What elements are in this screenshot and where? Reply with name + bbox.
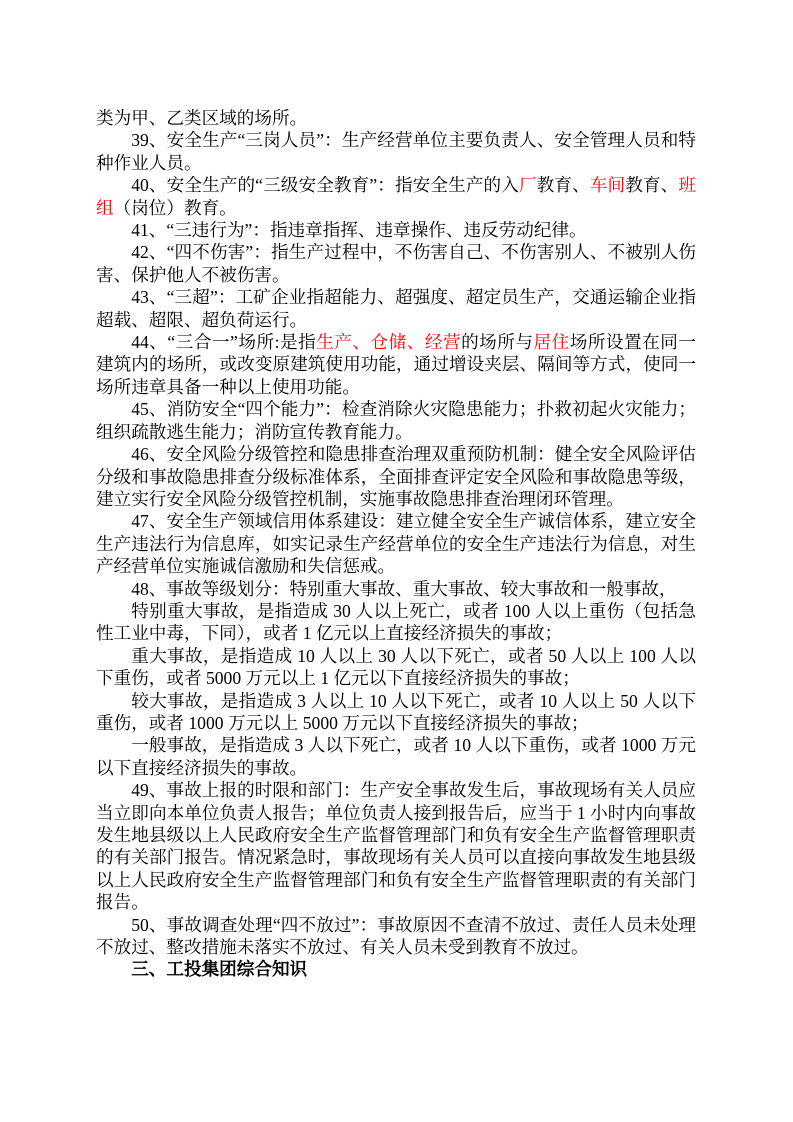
- paragraph: [96, 331, 696, 398]
- paragraph: [96, 600, 696, 645]
- text-run: 42、“四不伤害”：指生产过程中，不伤害自己、不伤害别人、不被别人伤害、保护他人不被伤害。: [96, 242, 696, 285]
- text-run: 教育、: [536, 175, 590, 196]
- text-run: 39、安全生产“三岗人员”：生产经营单位主要负责人、安全管理人员和特种作业人员。: [96, 130, 696, 173]
- paragraph: [96, 578, 696, 600]
- text-run: 一般事故，是指造成 3 人以下死亡，或者 10 人以下重伤，或者 1000 万元以下直接经济损失的事故。: [96, 735, 696, 778]
- text-run: 41、“三违行为”：指违章指挥、违章操作、违反劳动纪律。: [131, 220, 587, 241]
- text-run: 特别重大事故，是指造成 30 人以上死亡，或者 100 人以上重伤（包括急性工业中毒，下同），或者 1 亿元以上直接经济损失的事故；: [96, 600, 696, 644]
- text-run: 三、工投集团综合知识: [131, 959, 308, 980]
- document-body: [96, 107, 696, 981]
- text-run: 教育、: [625, 175, 679, 196]
- red-highlight-text: 班组: [96, 175, 696, 218]
- paragraph: [96, 219, 696, 241]
- red-highlight-text: 车间: [589, 175, 626, 196]
- paragraph: [96, 645, 696, 690]
- paragraph: [96, 286, 696, 331]
- paragraph: [96, 510, 696, 577]
- text-run: 40、安全生产的“三级安全教育”：指安全生产的入: [131, 175, 519, 196]
- paragraph: [96, 443, 696, 510]
- section-heading: [96, 958, 696, 980]
- paragraph: [96, 241, 696, 286]
- text-run: 49、事故上报的时限和部门：生产安全事故发生后，事故现场有关人员应当立即向本单位负责人报告；单位负责人接到报告后，应当于 1 小时内向事故发生地县级以上人民政府安全生产监督管理部门和负有安全生产监督管理职责的有关部门报告。情况紧急时，事故现场有关人员可以直接向事故发生地县级以上人民政府安全生产监督管理部门和负有安全生产监督管理职责的有关部门报告。: [96, 780, 696, 913]
- red-highlight-text: 厂: [518, 175, 537, 196]
- text-run: 43、“三超”：工矿企业指超能力、超强度、超定员生产，交通运输企业指超载、超限、超负荷运行。: [96, 287, 696, 330]
- paragraph: [96, 174, 696, 219]
- text-run: 重大事故，是指造成 10 人以上 30 人以下死亡，或者 50 人以上 100 人以下重伤，或者 5000 万元以上 1 亿元以下直接经济损失的事故；: [96, 645, 696, 689]
- text-run: 47、安全生产领域信用体系建设：建立健全安全生产诚信体系，建立安全生产违法行为信息库，如实记录生产经营单位的安全生产违法行为信息，对生产经营单位实施诚信激励和失信惩戒。: [96, 511, 696, 577]
- text-run: 场所设置在同一建筑内的场所，或改变原建筑使用功能，通过增设夹层、隔间等方式，使同一场所违章具备一种以上使用功能。: [96, 332, 696, 397]
- text-run: 48、事故等级划分：特别重大事故、重大事故、较大事故和一般事故，: [131, 578, 677, 599]
- red-highlight-text: 生产、仓储、经营: [316, 332, 462, 353]
- paragraph: [96, 914, 696, 959]
- paragraph: [96, 779, 696, 913]
- paragraph: [96, 398, 696, 443]
- text-run: 45、消防安全“四个能力”：检查消除火灾隐患能力；扑救初起火灾能力；组织疏散逃生能力；消防宣传教育能力。: [96, 399, 696, 442]
- paragraph: [96, 734, 696, 779]
- paragraph: [96, 107, 696, 129]
- paragraph: [96, 129, 696, 174]
- text-run: 50、事故调查处理“四不放过”：事故原因不查清不放过、责任人员未处理不放过、整改措施未落实不放过、有关人员未受到教育不放过。: [96, 914, 696, 958]
- text-run: 44、“三合一”场所:是指: [131, 332, 317, 353]
- red-highlight-text: 居住: [533, 332, 570, 353]
- text-run: 46、安全风险分级管控和隐患排查治理双重预防机制：健全安全风险评估分级和事故隐患排查分级标准体系，全面排查评定安全风险和事故隐患等级，建立实行安全风险分级管控机制，实施事故隐患排查治理闭环管理。: [96, 444, 696, 509]
- text-run: （岗位）教育。: [113, 197, 237, 218]
- text-run: 类为甲、乙类区域的场所。: [96, 108, 308, 128]
- text-run: 较大事故，是指造成 3 人以上 10 人以下死亡，或者 10 人以上 50 人以下重伤，或者 1000 万元以上 5000 万元以下直接经济损失的事故；: [96, 690, 696, 733]
- paragraph: [96, 690, 696, 735]
- text-run: 的场所与: [461, 332, 534, 353]
